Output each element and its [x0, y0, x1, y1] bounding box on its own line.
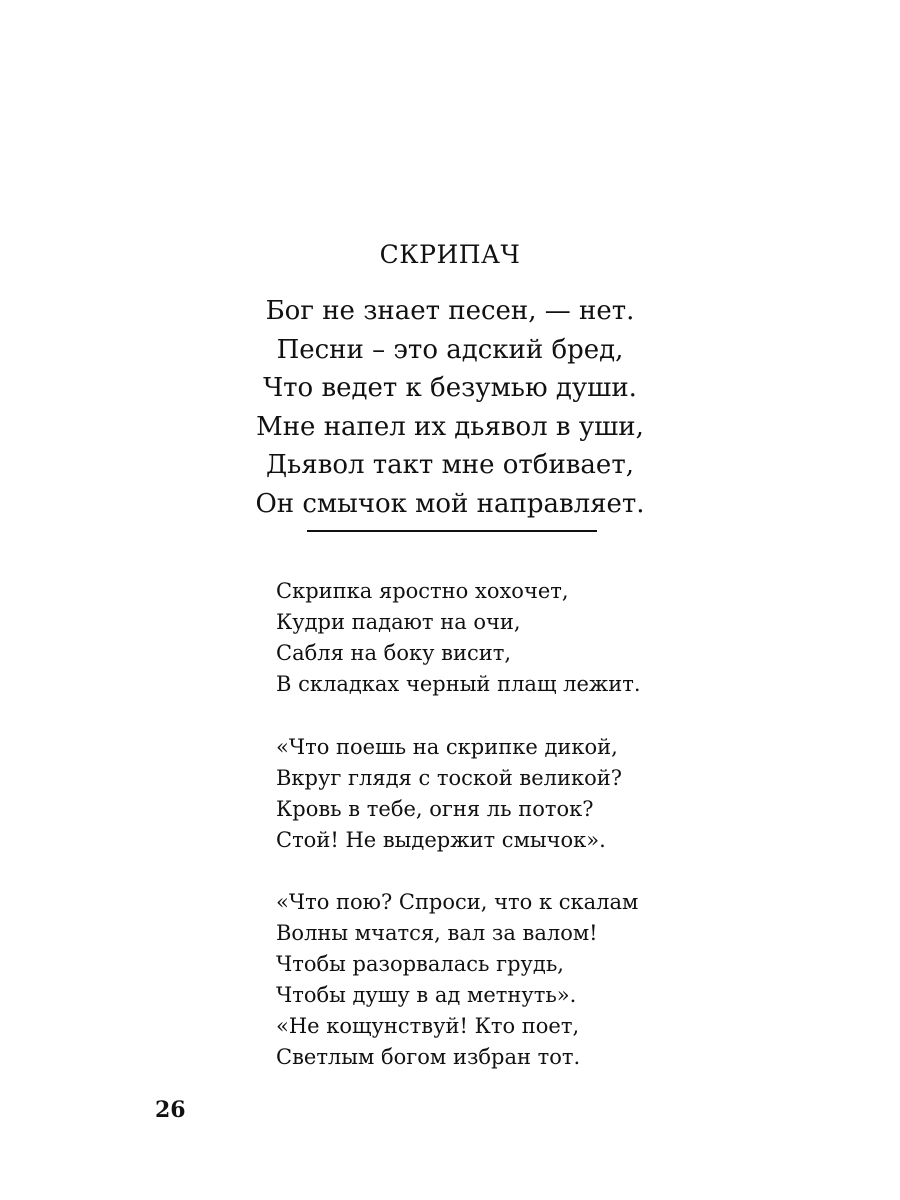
verse-line: Стой! Не выдержит смычок».: [276, 827, 606, 852]
verse-line: Чтобы душу в ад метнуть».: [276, 983, 577, 1007]
epigraph-line: Дьявол такт мне отбивает,: [266, 450, 634, 480]
poem-title: СКРИПАЧ: [379, 240, 521, 269]
separator-rule: [307, 530, 597, 532]
verse-line: «Не кощунствуй! Кто поет,: [276, 1014, 580, 1038]
verse-line: Волны мчатся, вал за валом!: [276, 921, 598, 945]
verse-line: Кудри падают на очи,: [276, 610, 521, 634]
page-number: 26: [155, 1097, 186, 1123]
verse-line: «Что пою? Спроси, что к скалам: [276, 890, 639, 914]
stanza: [276, 887, 836, 1073]
verse-line: Скрипка яростно хохочет,: [276, 579, 569, 603]
epigraph-line: Что ведет к безумью души.: [263, 373, 637, 403]
epigraph-line: Песни – это адский бред,: [276, 334, 624, 365]
epigraph-line: Он смычок мой направляет.: [255, 488, 645, 519]
stanza: [276, 576, 836, 700]
stanza: [276, 732, 836, 856]
verse-line: Светлым богом избран тот.: [276, 1045, 581, 1069]
verse-line: Чтобы разорвалась грудь,: [276, 952, 564, 976]
epigraph: [0, 292, 900, 523]
verse-line: Сабля на боку висит,: [276, 641, 511, 665]
verse-line: Вкруг глядя с тоской великой?: [276, 765, 622, 790]
verse-line: Кровь в тебе, огня ль поток?: [276, 796, 594, 821]
poem-body: [276, 576, 836, 1073]
epigraph-line: Мне напел их дьявол в уши,: [256, 411, 644, 442]
epigraph-line: Бог не знает песен, — нет.: [265, 296, 635, 326]
verse-line: «Что поешь на скрипке дикой,: [276, 734, 618, 759]
verse-line: В складках черный плащ лежит.: [276, 672, 641, 696]
